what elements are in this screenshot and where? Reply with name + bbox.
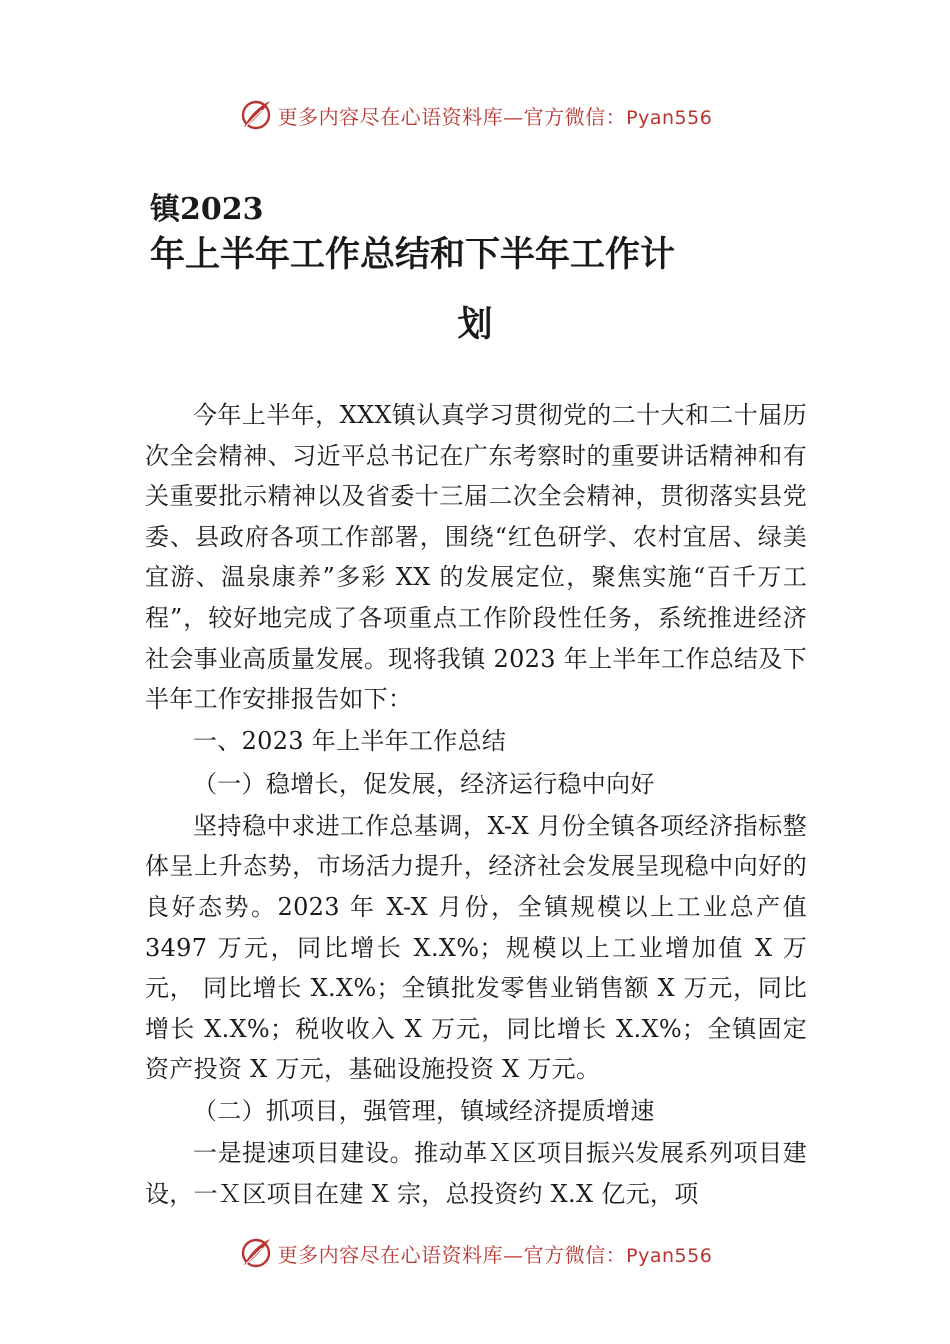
wechat-id: Pyan556 [626, 1244, 713, 1267]
header-watermark [0, 95, 950, 135]
watermark-text [278, 1239, 713, 1268]
title-line-1: 镇2023 [150, 192, 264, 227]
subsection-heading-2: （二）抓项目，强管理，镇域经济提质增速 [193, 1096, 655, 1125]
document-body [145, 395, 807, 1214]
intro-paragraph: 今年上半年，XXX镇认真学习贯彻党的二十大和二十届历次全会精神、习近平总书记在广东考察时的重要讲话精神和有关重要批示精神以及省委十三届二次全会精神，贯彻落实县党委、县政府各项工作部署，围绕“红色研学、农村宜居、绿美宜游、温泉康养”多彩 XX 的发展定位，聚焦实施“百千万工程”，较好地完成了各项重点工作阶段性任务，系统推进经济社会事业高质量发展。现将我镇 2023 年上半年工作总结及下半年工作安排报告如下： [145, 401, 807, 714]
title-line-3: 划 [457, 304, 493, 345]
feather-pen-logo-icon [238, 1235, 274, 1271]
watermark-text [278, 101, 713, 130]
document-title [150, 190, 800, 350]
subsection-heading-1: （一）稳增长，促发展，经济运行稳中向好 [193, 769, 655, 798]
wechat-id: Pyan556 [626, 106, 713, 129]
economy-paragraph: 坚持稳中求进工作总基调，X-X 月份全镇各项经济指标整体呈上升态势，市场活力提升，经济社会发展呈现稳中向好的良好态势。2023 年 X-X 月份，全镇规模以上工业总产值 3497 万元，同比增长 X.X%；规模以上工业增加值 X 万元， 同比增长 X.X%；全镇批发零售业销售额 X 万元，同比增长 X.X%；税收收入 X 万元，同比增长 X.X%；全镇固定资产投资 X 万元，基础设施投资 X 万元。 [145, 811, 807, 1084]
watermark-label: 更多内容尽在心语资料库—官方微信： [277, 1242, 627, 1267]
feather-pen-logo-icon [238, 97, 274, 133]
title-line-2: 年上半年工作总结和下半年工作计 [150, 234, 676, 275]
section-heading-1: 一、2023 年上半年工作总结 [193, 726, 507, 755]
watermark-label: 更多内容尽在心语资料库—官方微信： [277, 104, 627, 129]
footer-watermark [0, 1233, 950, 1273]
projects-paragraph: 一是提速项目建设。推动革Ｘ区项目振兴发展系列项目建设，一Ｘ区项目在建 X 宗，总投资约 X.X 亿元，项 [145, 1138, 807, 1208]
